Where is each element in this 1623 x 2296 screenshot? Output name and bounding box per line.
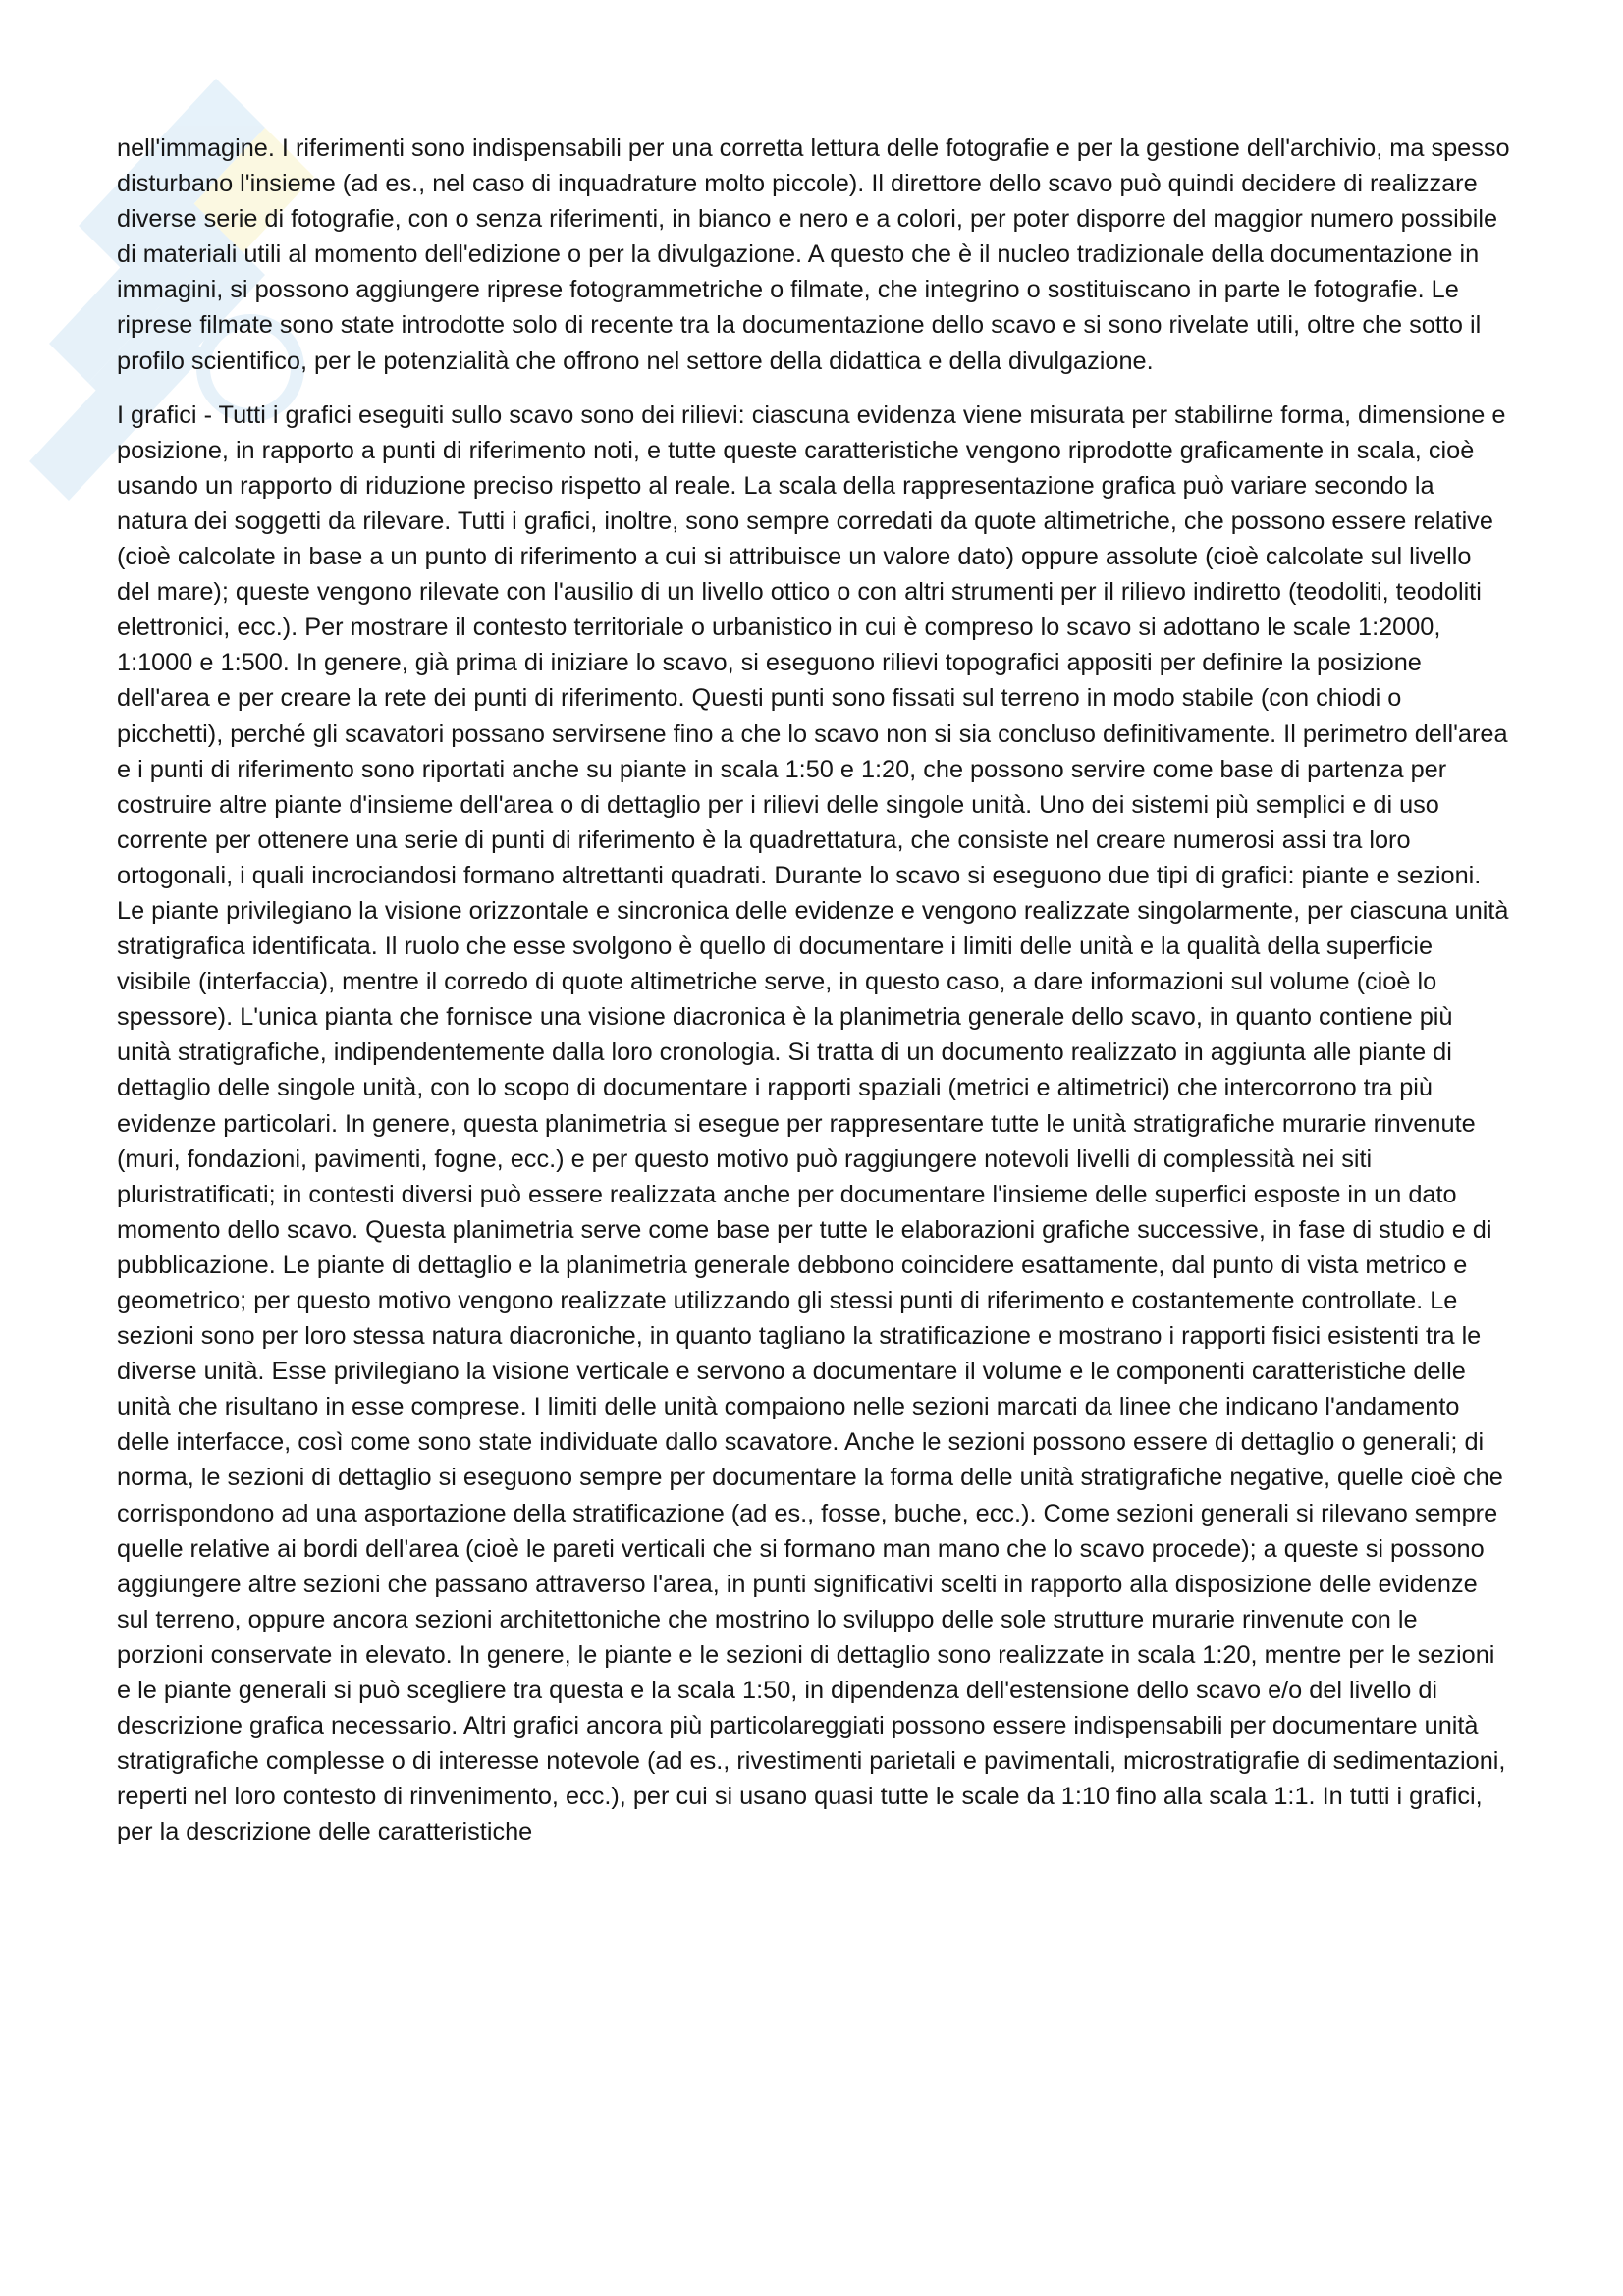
paragraph-grafici: I grafici - Tutti i grafici eseguiti sullo scavo sono dei rilievi: ciascuna evidenza viene misurata per stabilirne forma, dimensione e posizione, in rapporto a punti di riferimento noti, e tutte queste caratteristiche vengono riprodotte graficamente in scala, cioè usando un rapporto di riduzione preciso rispetto al reale. La scala della rappresentazione grafica può variare secondo la natura dei soggetti da rilevare. Tutti i grafici, inoltre, sono sempre corredati da quote altimetriche, che possono essere relative (cioè calcolate in base a un punto di riferimento a cui si attribuisce un valore dato) oppure assolute (cioè calcolate sul livello del mare); queste vengono rilevate con l'ausilio di un livello ottico o con altri strumenti per il rilievo indiretto (teodoliti, teodoliti elettronici, ecc.). Per mostrare il contesto territoriale o urbanistico in cui è compreso lo scavo si adottano le scale 1:2000, 1:1000 e 1:500. In genere, già prima di iniziare lo scavo, si eseguono rilievi topografici appositi per definire la posizione dell'area e per creare la rete dei punti di riferimento. Questi punti sono fissati sul terreno in modo stabile (con chiodi o picchetti), perché gli scavatori possano servirsene fino a che lo scavo non si sia concluso definitivamente. Il perimetro dell'area e i punti di riferimento sono riportati anche su piante in scala 1:50 e 1:20, che possono servire come base di partenza per costruire altre piante d'insieme dell'area o di dettaglio per i rilievi delle singole unità. Uno dei sistemi più semplici e di uso corrente per ottenere una serie di punti di riferimento è la quadrettatura, che consiste nel creare numerosi assi tra loro ortogonali, i quali incrociandosi formano altrettanti quadrati. Durante lo scavo si eseguono due tipi di grafici: piante e sezioni. Le piante privilegiano la visione orizzontale e sincronica delle evidenze e vengono realizzate singolarmente, per ciascuna unità stratigrafica identificata. Il ruolo che esse svolgono è quello di documentare i limiti delle unità e la qualità della superficie visibile (interfaccia), mentre il corredo di quote altimetriche serve, in questo caso, a dare informazioni sul volume (cioè lo spessore). L'unica pianta che fornisce una visione diacronica è la planimetria generale dello scavo, in quanto contiene più unità stratigrafiche, indipendentemente dalla loro cronologia. Si tratta di un documento realizzato in aggiunta alle piante di dettaglio delle singole unità, con lo scopo di documentare i rapporti spaziali (metrici e altimetrici) che intercorrono tra più evidenze particolari. In genere, questa planimetria si esegue per rappresentare tutte le unità stratigrafiche murarie rinvenute (muri, fondazioni, pavimenti, fogne, ecc.) e per questo motivo può raggiungere notevoli livelli di complessità nei siti pluristratificati; in contesti diversi può essere realizzata anche per documentare l'insieme delle superfici esposte in un dato momento dello scavo. Questa planimetria serve come base per tutte le elaborazioni grafiche successive, in fase di studio e di pubblicazione. Le piante di dettaglio e la planimetria generale debbono coincidere esattamente, dal punto di vista metrico e geometrico; per questo motivo vengono realizzate utilizzando gli stessi punti di riferimento e costantemente controllate. Le sezioni sono per loro stessa natura diacroniche, in quanto tagliano la stratificazione e mostrano i rapporti fisici esistenti tra le diverse unità. Esse privilegiano la visione verticale e servono a documentare il volume e le componenti caratteristiche delle unità che risultano in esse comprese. I limiti delle unità compaiono nelle sezioni marcati da linee che indicano l'andamento delle interfacce, così come sono state individuate dallo scavatore. Anche le sezioni possono essere di dettaglio o generali; di norma, le sezioni di dettaglio si eseguono sempre per documentare la forma delle unità stratigrafiche negative, quelle cioè che corrispondono ad una asportazione della stratificazione (ad es., fosse, buche, ecc.). Come sezioni generali si rilevano sempre quelle relative ai bordi dell'area (cioè le pareti verticali che si formano man mano che lo scavo procede); a queste si possono aggiungere altre sezioni che passano attraverso l'area, in punti significativi scelti in rapporto alla disposizione delle evidenze sul terreno, oppure ancora sezioni architettoniche che mostrino lo sviluppo delle sole strutture murarie rinvenute con le porzioni conservate in elevato. In genere, le piante e le sezioni di dettaglio sono realizzate in scala 1:20, mentre per le sezioni e le piante generali si può scegliere tra questa e la scala 1:50, in dipendenza dell'estensione dello scavo e/o del livello di descrizione grafica necessario. Altri grafici ancora più particolareggiati possono essere indispensabili per documentare unità stratigrafiche complesse o di interesse notevole (ad es., rivestimenti parietali e pavimentali, microstratigrafie di sedimentazioni, reperti nel loro contesto di rinvenimento, ecc.), per cui si usano quasi tutte le scale da 1:10 fino alla scala 1:1. In tutti i grafici, per la descrizione delle caratteristiche xyxy=(117,400,1509,1846)
paragraph-photography: nell'immagine. I riferimenti sono indispensabili per una corretta lettura delle fotografie e per la gestione dell'archivio, ma spesso disturbano l'insieme (ad es., nel caso di inquadrature molto piccole). Il direttore dello scavo può quindi decidere di realizzare diverse serie di fotografie, con o senza riferimenti, in bianco e nero e a colori, per poter disporre del maggior numero possibile di materiali utili al momento dell'edizione o per la divulgazione. A questo che è il nucleo tradizionale della documentazione in immagini, si possono aggiungere riprese fotogrammetriche o filmate, che integrino o sostituiscano in parte le fotografie. Le riprese filmate sono state introdotte solo di recente tra la documentazione dello scavo e si sono rivelate utili, oltre che sotto il profilo scientifico, per le potenzialità che offrono nel settore della didattica e della divulgazione. xyxy=(117,134,1510,375)
document-body xyxy=(117,131,1511,1850)
